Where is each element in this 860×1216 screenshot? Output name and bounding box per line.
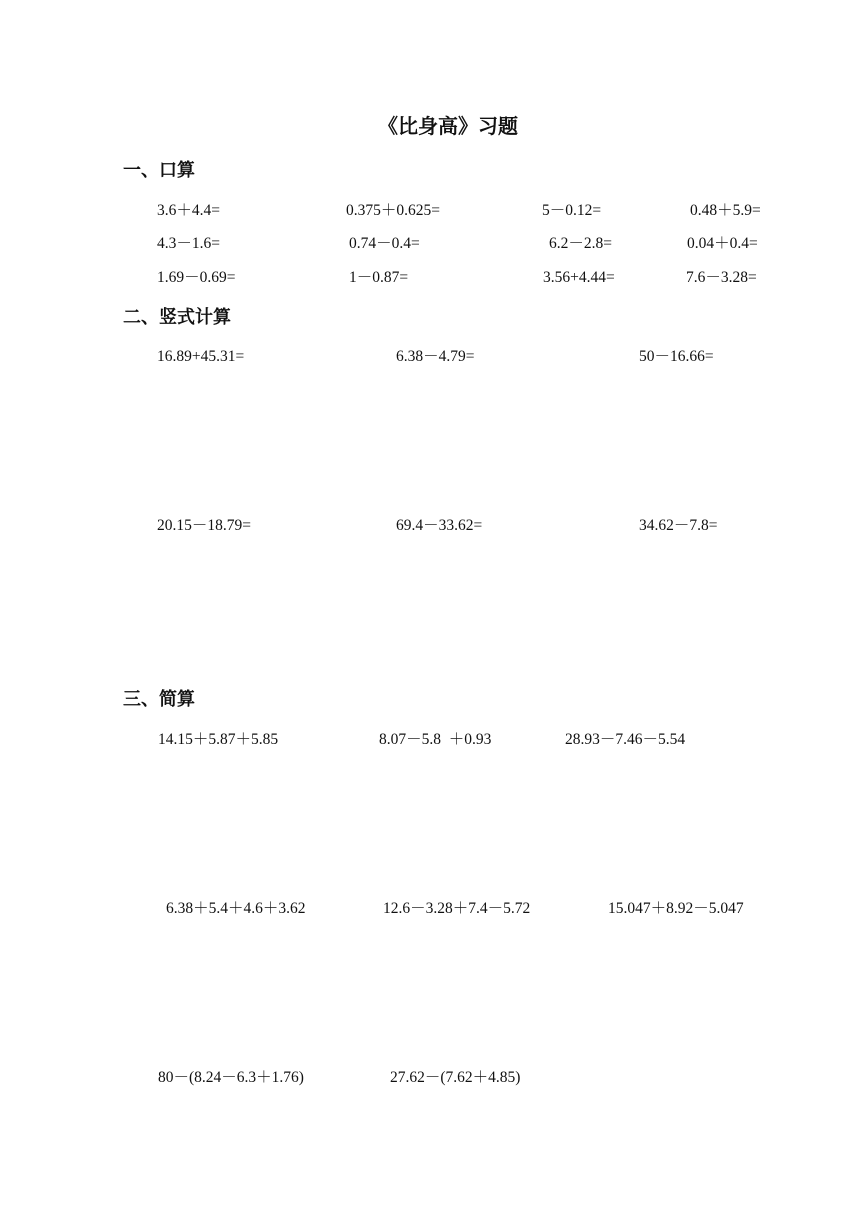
simplified-calc-item: 12.6－3.28＋7.4－5.72	[383, 900, 531, 917]
vertical-calc-item: 6.38－4.79=	[396, 348, 475, 365]
simplified-calc-item: 80－(8.24－6.3＋1.76)	[158, 1069, 304, 1086]
section-heading-simplified-calculation: 三、简算	[123, 689, 195, 710]
vertical-calc-item: 34.62－7.8=	[639, 517, 718, 534]
mental-math-item: 0.74－0.4=	[349, 235, 420, 252]
vertical-calc-item: 69.4－33.62=	[396, 517, 483, 534]
mental-math-item: 4.3－1.6=	[157, 235, 220, 252]
mental-math-item: 7.6－3.28=	[686, 269, 757, 286]
mental-math-item: 0.375＋0.625=	[346, 202, 440, 219]
vertical-calc-item: 50－16.66=	[639, 348, 714, 365]
mental-math-item: 3.56+4.44=	[543, 269, 615, 286]
simplified-calc-item: 14.15＋5.87＋5.85	[158, 731, 279, 748]
mental-math-item: 1－0.87=	[349, 269, 409, 286]
simplified-calc-item: 15.047＋8.92－5.047	[608, 900, 744, 917]
mental-math-item: 6.2－2.8=	[549, 235, 612, 252]
vertical-calc-item: 16.89+45.31=	[157, 348, 245, 365]
section-heading-mental-math: 一、口算	[123, 160, 195, 181]
mental-math-item: 3.6＋4.4=	[157, 202, 220, 219]
simplified-calc-item: 6.38＋5.4＋4.6＋3.62	[166, 900, 306, 917]
mental-math-item: 0.04＋0.4=	[687, 235, 758, 252]
section-heading-vertical-calculation: 二、竖式计算	[123, 307, 231, 328]
simplified-calc-item: 8.07－5.8 ＋0.93	[379, 731, 492, 748]
simplified-calc-item: 27.62－(7.62＋4.85)	[390, 1069, 521, 1086]
vertical-calc-item: 20.15－18.79=	[157, 517, 251, 534]
worksheet-title: 《比身高》习题	[378, 114, 518, 138]
simplified-calc-item: 28.93－7.46－5.54	[565, 731, 686, 748]
mental-math-item: 1.69－0.69=	[157, 269, 236, 286]
mental-math-item: 5－0.12=	[542, 202, 602, 219]
mental-math-item: 0.48＋5.9=	[690, 202, 761, 219]
